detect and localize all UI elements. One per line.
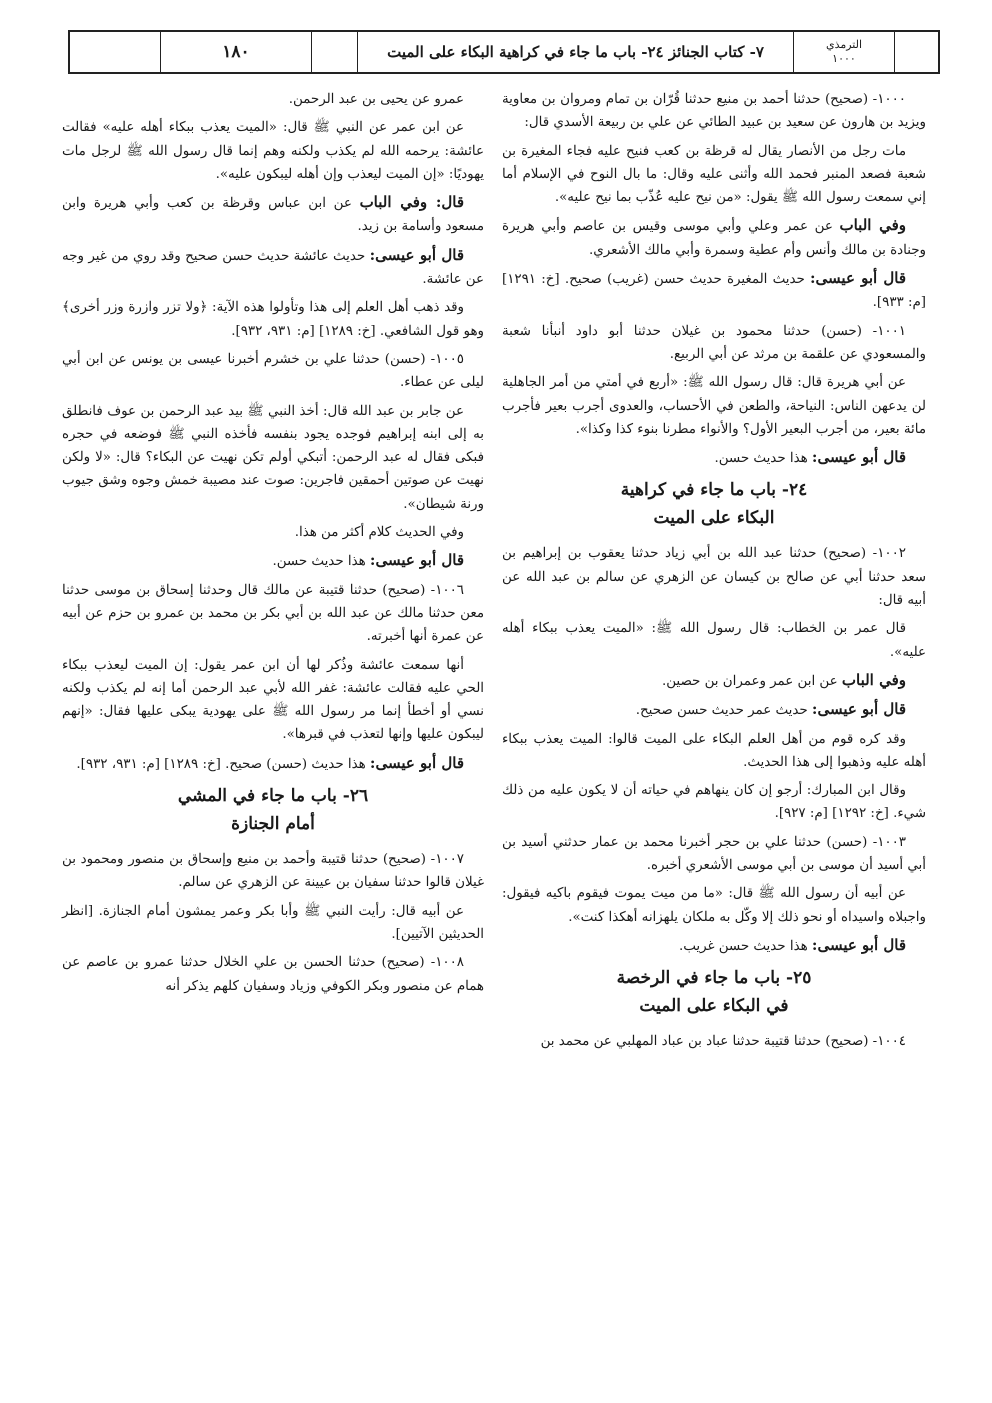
paragraph-text: ١٠٠٠- (صحيح) حدثنا أحمد بن منيع حدثنا قُرّان بن تمام ومروان بن معاوية ويزيد بن هارون عن سعيد بن عبيد الطائي عن علي بن ربيعة الأسدي قال: — [502, 92, 926, 131]
paragraph-text: وفي الحديث كلام أكثر من هذا. — [294, 525, 464, 541]
hadith-paragraph — [502, 779, 926, 826]
paragraph-label: قال أبو عيسى: — [369, 753, 464, 772]
commentary-paragraph — [502, 669, 926, 693]
paragraph-text: هذا حديث (حسن) صحيح. [خ: ١٢٨٩] [م: ٩٣١، ٩٣٢]. — [76, 756, 370, 772]
header-blank — [312, 32, 358, 72]
hadith-paragraph — [502, 371, 926, 441]
chapter-title: ٧- كتاب الجنائز ٢٤- باب ما جاء في كراهية البكاء على الميت — [358, 32, 794, 72]
section-title-line: ٢٤- باب ما جاء في كراهية — [620, 480, 808, 501]
hadith-paragraph — [62, 116, 484, 186]
paragraph-label: قال أبو عيسى: — [811, 935, 906, 954]
book-info — [794, 32, 895, 72]
hadith-number: ١٠٠٠ — [832, 52, 856, 65]
hadith-paragraph — [502, 320, 926, 367]
paragraph-text: حديث المغيرة حديث حسن (غريب) صحيح. [خ: ١٢٩١] [م: ٩٣٣]. — [502, 272, 926, 311]
section-title-line: أمام الجنازة — [231, 814, 315, 835]
hadith-paragraph — [62, 88, 484, 111]
hadith-paragraph — [62, 900, 484, 947]
commentary-paragraph — [502, 446, 926, 470]
hadith-paragraph — [502, 1030, 926, 1053]
commentary-paragraph — [62, 244, 484, 292]
page-header — [68, 30, 940, 74]
paragraph-text: عن أبيه قال: رأيت النبي ﷺ وأبا بكر وعمر يمشون أمام الجنازة. [انظر الحديثين الآتيين]. — [62, 903, 484, 942]
header-blank-right — [895, 32, 938, 72]
commentary-paragraph — [502, 214, 926, 262]
hadith-paragraph — [62, 400, 484, 516]
book-name: الترمذي — [825, 38, 863, 51]
paragraph-text: هذا حديث حسن. — [714, 451, 812, 467]
hadith-paragraph — [502, 88, 926, 135]
paragraph-text: هذا حديث حسن غريب. — [678, 938, 812, 954]
hadith-paragraph — [62, 348, 484, 395]
paragraph-text: عن أبيه أن رسول الله ﷺ قال: «ما من ميت يموت فيقوم باكيه فيقول: واجبلاه واسيداه أو نحو ذلك إلا وكّل به ملكان يلهزانه أهكذا كنت». — [502, 886, 926, 925]
section-title-line: ٢٦- باب ما جاء في المشي — [177, 786, 369, 807]
paragraph-text: عن ابن عمر عن النبي ﷺ قال: «الميت يعذب ببكاء أهله عليه» فقالت عائشة: يرحمه الله لم يكذب ولكنه وهم إنما قال رسول الله ﷺ لرجل مات يهوديًا: «إن الميت ليعذب وإن أهله ليبكون عليه». — [62, 120, 484, 182]
paragraph-label: قال أبو عيسى: — [811, 448, 906, 467]
paragraph-text: ١٠٠٦- (صحيح) حدثنا قتيبة عن مالك قال وحدثنا إسحاق بن موسى حدثنا معن حدثنا مالك عن عبد الله بن أبي بكر بن محمد بن عمرو بن حزم عن أبيه عن عمرة أنها أخبرته. — [62, 582, 484, 645]
hadith-paragraph — [62, 951, 484, 998]
paragraph-text: عن ابن عباس وقرظة بن كعب وأبي هريرة وابن مسعود وأسامة بن زيد. — [62, 196, 484, 235]
paragraph-text: وقال ابن المبارك: أرجو إن كان ينهاهم في حياته أن لا يكون عليه من ذلك شيء. [خ: ١٢٩٢] [م: ٩٢٧]. — [502, 783, 926, 822]
paragraph-text: عمرو عن يحيى بن عبد الرحمن. — [288, 92, 464, 107]
paragraph-text: ١٠٠٧- (صحيح) حدثنا قتيبة وأحمد بن منيع وإسحاق بن منصور ومحمود بن غيلان قالوا حدثنا سفيان بن عيينة عن الزهري عن سالم. — [62, 852, 484, 891]
paragraph-text: حديث عمر حديث حسن صحيح. — [635, 703, 812, 719]
paragraph-label: وفي الباب — [839, 216, 906, 235]
paragraph-text: ١٠٠٢- (صحيح) حدثنا عبد الله بن أبي زياد حدثنا يعقوب بن إبراهيم بن سعد حدثنا أبي عن صالح بن كيسان عن الزهري عن سالم بن عبد الله عن أبيه قال: — [502, 546, 926, 609]
hadith-paragraph — [62, 521, 484, 544]
header-blank-left — [70, 32, 161, 72]
paragraph-text: ١٠٠٣- (حسن) حدثنا علي بن حجر أخبرنا محمد بن عمار حدثني أسيد بن أبي أسيد أن موسى بن أبي موسى الأشعري أخبره. — [502, 834, 926, 874]
section-title-line: البكاء على الميت — [653, 508, 775, 529]
hadith-paragraph — [502, 542, 926, 612]
commentary-paragraph — [62, 752, 484, 776]
commentary-paragraph — [62, 191, 484, 239]
paragraph-label: قال أبو عيسى: — [811, 700, 906, 719]
hadith-paragraph — [502, 617, 926, 664]
paragraph-text: عن ابن عمر وعمران بن حصين. — [661, 673, 842, 689]
paragraph-label: قال أبو عيسى: — [369, 551, 464, 570]
section-title — [62, 782, 484, 838]
commentary-paragraph — [62, 549, 484, 573]
hadith-paragraph — [502, 831, 926, 878]
section-title-line: في البكاء على الميت — [639, 996, 789, 1017]
paragraph-text: ١٠٠١- (حسن) حدثنا محمود بن غيلان حدثنا أبو داود أنبأنا شعبة والمسعودي عن علقمة بن مرثد عن أبي الربيع. — [502, 323, 926, 362]
page-number: ١٨٠ — [161, 32, 312, 72]
paragraph-text: حديث عائشة حديث حسن صحيح وقد روي من غير وجه عن عائشة. — [62, 248, 484, 288]
paragraph-text: عن جابر بن عبد الله قال: أخذ النبي ﷺ بيد عبد الرحمن بن عوف فانطلق به إلى ابنه إبراهيم فوجده يجود بنفسه فأخذه النبي ﷺ فوضعه في حجره فبكى فقال له عبد الرحمن: أتبكي أولم تكن نهيت عن البكاء؟ قال: «لا ولكن نهيت عن صوتين أحمقين فاجرين: صوت عند مصيبة خمش وجوه وشق جيوب ورنة شيطان». — [62, 403, 484, 512]
hadith-paragraph — [62, 848, 484, 895]
paragraph-text: وقد ذهب أهل العلم إلى هذا وتأولوا هذه الآية: ﴿ولا تزر وازرة وزر أخرى﴾ وهو قول الشافعي. [خ: ١٢٨٩] [م: ٩٣١، ٩٣٢]. — [62, 300, 484, 339]
paragraph-text: مات رجل من الأنصار يقال له قرظة بن كعب فنيح عليه فجاء المغيرة بن شعبة فصعد المنبر فحمد الله وأثنى عليه وقال: ما بال النوح في الإسلام أما إني سمعت رسول الله ﷺ يقول: «من نيح عليه عُذّب بما نيح عليه». — [502, 143, 926, 206]
paragraph-text: ١٠٠٤- (صحيح) حدثنا قتيبة حدثنا عباد بن عباد المهلبي عن محمد بن — [540, 1034, 906, 1050]
hadith-paragraph — [502, 882, 926, 929]
hadith-paragraph — [62, 579, 484, 649]
left-column — [62, 88, 484, 1003]
section-title — [502, 476, 926, 532]
hadith-paragraph — [62, 654, 484, 747]
paragraph-label: قال أبو عيسى: — [369, 245, 465, 264]
hadith-paragraph — [502, 140, 926, 210]
hadith-paragraph — [62, 296, 484, 343]
paragraph-text: عن أبي هريرة قال: قال رسول الله ﷺ: «أربع في أمتي من أمر الجاهلية لن يدعهن الناس: النياحة، والطعن في الأحساب، والعدوى أجرب بعير فأجرب مائة بعير، من أجرب البعير الأول؟ والأنواء مطرنا بنوء كذا وكذا». — [502, 375, 926, 437]
hadith-paragraph — [502, 728, 926, 775]
paragraph-text: ١٠٠٥- (حسن) حدثنا علي بن خشرم أخبرنا عيسى بن يونس عن ابن أبي ليلى عن عطاء. — [62, 351, 484, 391]
section-title-line: ٢٥- باب ما جاء في الرخصة — [616, 968, 812, 989]
commentary-paragraph — [502, 934, 926, 958]
paragraph-text: هذا حديث حسن. — [272, 554, 370, 570]
paragraph-label: وفي الباب — [841, 670, 906, 689]
section-title — [502, 964, 926, 1020]
commentary-paragraph — [502, 267, 926, 315]
paragraph-text: عن عمر وعلي وأبي موسى وقيس بن عاصم وأبي هريرة وجنادة بن مالك وأنس وأم عطية وسمرة وأبي مالك الأشعري. — [502, 219, 926, 258]
paragraph-label: قال: وفي الباب — [359, 193, 464, 212]
paragraph-text: أنها سمعت عائشة وذُكر لها أن ابن عمر يقول: إن الميت ليعذب ببكاء الحي عليه فقالت عائشة: غفر الله لأبي عبد الرحمن أما إنه لم يكذب ولكنه نسي أو أخطأ إنما مر رسول الله ﷺ على يهودية يبكى عليها فقال: «إنهم ليبكون عليها وإنها لتعذب في قبرها». — [62, 657, 484, 743]
commentary-paragraph — [502, 698, 926, 722]
paragraph-text: وقد كره قوم من أهل العلم البكاء على الميت قالوا: الميت يعذب ببكاء أهله عليه وذهبوا إلى هذا الحديث. — [502, 731, 926, 770]
paragraph-label: قال أبو عيسى: — [810, 269, 906, 288]
paragraph-text: قال عمر بن الخطاب: قال رسول الله ﷺ: «الميت يعذب ببكاء أهله عليه». — [502, 621, 926, 660]
paragraph-text: ١٠٠٨- (صحيح) حدثنا الحسن بن علي الخلال حدثنا عمرو بن عاصم عن همام عن منصور وبكر الكوفي وزياد وسفيان كلهم يذكر أنه — [62, 955, 484, 994]
right-column — [502, 88, 926, 1059]
